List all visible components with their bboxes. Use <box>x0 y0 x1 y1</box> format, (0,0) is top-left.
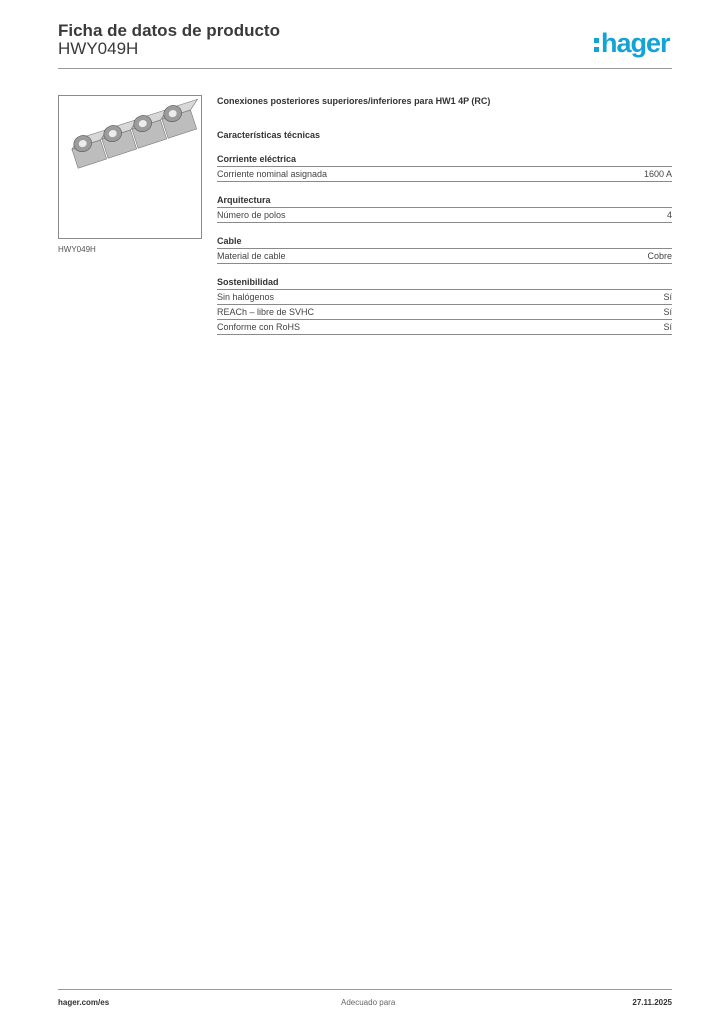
footer-divider <box>58 989 672 990</box>
header-divider <box>58 68 672 69</box>
spec-value: 4 <box>666 210 672 220</box>
product-image <box>58 95 202 239</box>
spec-row <box>217 320 672 335</box>
product-description: Conexiones posteriores superiores/inferiores para HW1 4P (RC) <box>217 96 491 106</box>
busbar-connectors-icon <box>59 96 201 238</box>
spec-row <box>217 305 672 320</box>
spec-value: 1600 A <box>643 169 672 179</box>
product-code: HWY049H <box>58 39 139 58</box>
spec-row <box>217 167 672 182</box>
specs-section-title: Características técnicas <box>217 130 321 140</box>
spec-label: Número de polos <box>217 210 286 220</box>
image-caption: HWY049H <box>58 245 96 254</box>
page-title: Ficha de datos de producto <box>58 21 280 40</box>
spec-row <box>217 249 672 264</box>
product-details <box>217 95 672 335</box>
spec-label: Conforme con RoHS <box>217 322 301 332</box>
spec-label: Sin halógenos <box>217 292 275 302</box>
spec-row <box>217 290 672 305</box>
spec-value: Sí <box>663 307 672 317</box>
spec-row <box>217 208 672 223</box>
spec-group-title: Arquitectura <box>217 194 672 208</box>
footer-website-link[interactable]: hager.com/es <box>58 998 110 1007</box>
spec-value: Cobre <box>647 251 672 261</box>
logo-text: hager <box>601 27 670 58</box>
spec-label: Corriente nominal asignada <box>217 169 328 179</box>
spec-group-electric <box>217 153 672 182</box>
footer-note: Adecuado para <box>341 998 396 1007</box>
spec-group-title: Corriente eléctrica <box>217 153 672 167</box>
spec-value: Sí <box>663 292 672 302</box>
spec-group-title: Cable <box>217 235 672 249</box>
spec-label: REACh – libre de SVHC <box>217 307 315 317</box>
spec-group-architecture <box>217 194 672 223</box>
footer-date: 27.11.2025 <box>632 998 672 1007</box>
spec-group-cable <box>217 235 672 264</box>
logo-dots-icon <box>594 38 599 52</box>
spec-label: Material de cable <box>217 251 286 261</box>
spec-group-sustainability <box>217 276 672 335</box>
spec-group-title: Sostenibilidad <box>217 276 672 290</box>
hager-logo[interactable] <box>594 28 670 58</box>
spec-value: Sí <box>663 322 672 332</box>
